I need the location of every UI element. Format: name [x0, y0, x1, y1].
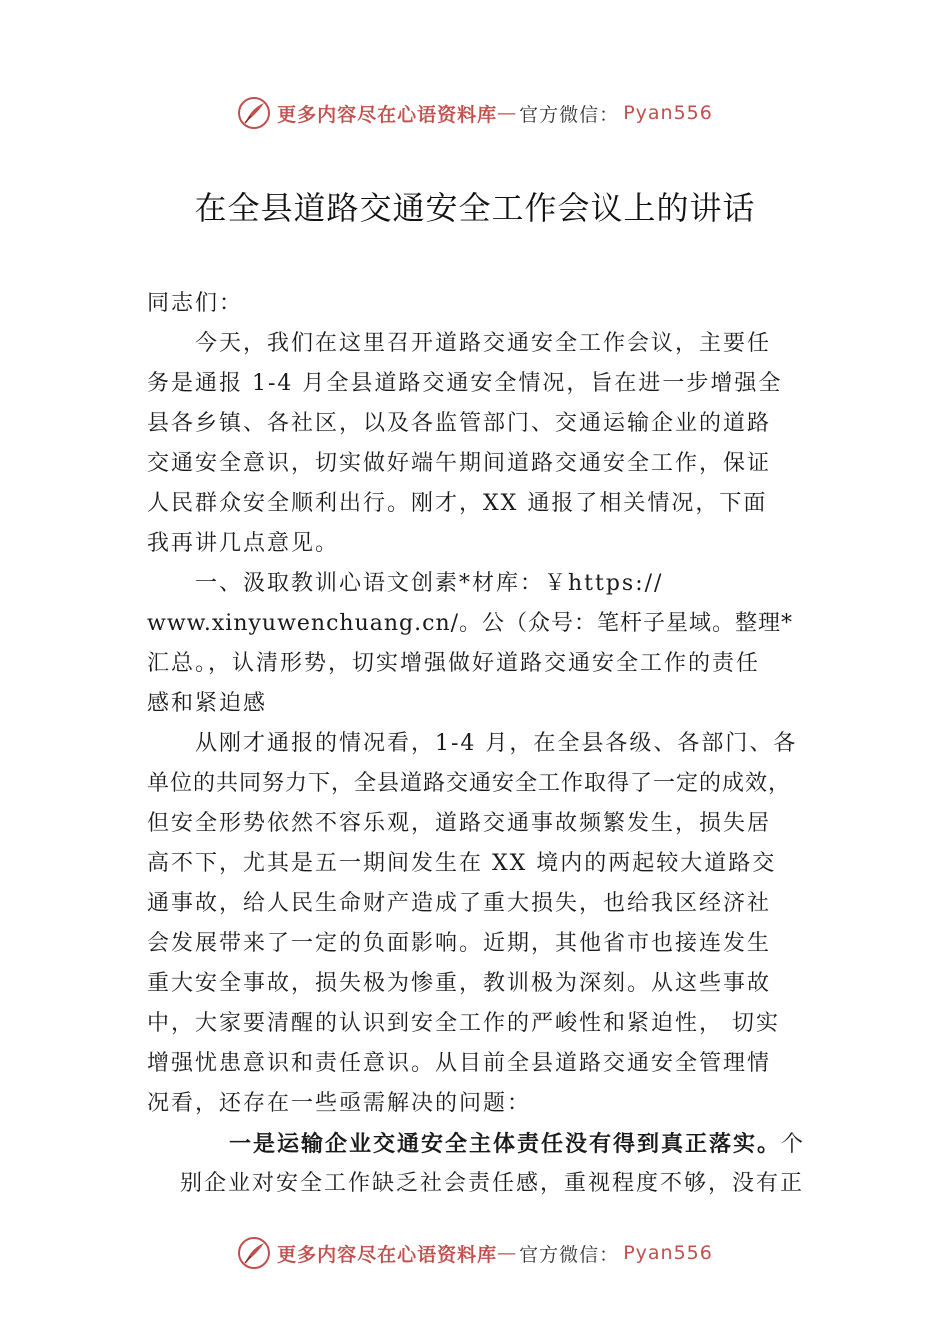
- section-heading-line: www.xinyuwenchuang.cn/。公（众号：笔杆子星域。整理*: [147, 611, 794, 636]
- emphasis-lead-text: 一是运输企业交通安全主体责任没有得到真正落实。: [229, 1131, 782, 1157]
- document-title: 在全县道路交通安全工作会议上的讲话: [194, 189, 756, 227]
- header-watermark: [0, 93, 950, 133]
- section-heading-line: 感和紧迫感: [147, 691, 268, 716]
- paragraph-line: 高不下，尤其是五一期间发生在 XX 境内的两起较大道路交: [147, 851, 777, 876]
- paragraph-line: 人民群众安全顺利出行。刚才，XX 通报了相关情况，下面: [147, 491, 768, 516]
- emphasis-tail-text: 个: [781, 1132, 806, 1157]
- paragraph-line: 中，大家要清醒的认识到安全工作的严峻性和紧迫性， 切实: [147, 1011, 780, 1036]
- banner-wechat-id: Pyan556: [623, 102, 713, 124]
- paragraph-line: 增强忧患意识和责任意识。从目前全县道路交通安全管理情: [147, 1051, 772, 1076]
- emphasis-line: [147, 1124, 817, 1164]
- paragraph-line: 况看，还存在一些亟需解决的问题：: [147, 1091, 532, 1116]
- section-heading-line: 一、汲取教训心语文创素*材库：￥https://: [195, 571, 664, 596]
- paragraph-line: 务是通报 1-4 月全县道路交通安全情况，旨在进一步增强全: [147, 371, 783, 396]
- banner-wechat-label: 官方微信：: [519, 103, 620, 126]
- banner-wechat-id: Pyan556: [623, 1242, 713, 1264]
- paragraph-line: 但安全形势依然不容乐观，道路交通事故频繁发生，损失居: [147, 811, 772, 836]
- paragraph-line: 通事故，给人民生命财产造成了重大损失，也给我区经济社: [147, 891, 772, 916]
- paragraph-line: 从刚才通报的情况看，1-4 月，在全县各级、各部门、各: [195, 731, 798, 756]
- paragraph-line: 我再讲几点意见。: [147, 531, 340, 556]
- quill-logo-icon: [237, 96, 271, 130]
- document-body: [147, 284, 817, 1204]
- salutation: 同志们：: [147, 291, 244, 316]
- paragraph-line: 今天，我们在这里召开道路交通安全工作会议，主要任: [195, 331, 772, 356]
- paragraph-line: 会发展带来了一定的负面影响。近期，其他省市也接连发生: [147, 931, 772, 956]
- quill-logo-icon: [237, 1236, 271, 1270]
- paragraph-line: 单位的共同努力下，全县道路交通安全工作取得了一定的成效，: [147, 771, 792, 796]
- banner-brand-text: 更多内容尽在心语资料库: [277, 1243, 498, 1266]
- paragraph-line: 重大安全事故，损失极为惨重，教训极为深刻。从这些事故: [147, 971, 772, 996]
- banner-separator: —: [497, 1242, 518, 1264]
- footer-watermark: [0, 1233, 950, 1273]
- paragraph-line: 县各乡镇、各社区，以及各监管部门、交通运输企业的道路: [147, 411, 772, 436]
- section-heading-line: 汇总。，认清形势，切实增强做好道路交通安全工作的责任: [147, 651, 761, 676]
- banner-separator: —: [497, 102, 518, 124]
- paragraph-line: 别企业对安全工作缺乏社会责任感，重视程度不够，没有正: [180, 1171, 805, 1196]
- banner-wechat-label: 官方微信：: [519, 1243, 620, 1266]
- paragraph-line: 交通安全意识，切实做好端午期间道路交通安全工作，保证: [147, 451, 772, 476]
- banner-brand-text: 更多内容尽在心语资料库: [277, 103, 498, 126]
